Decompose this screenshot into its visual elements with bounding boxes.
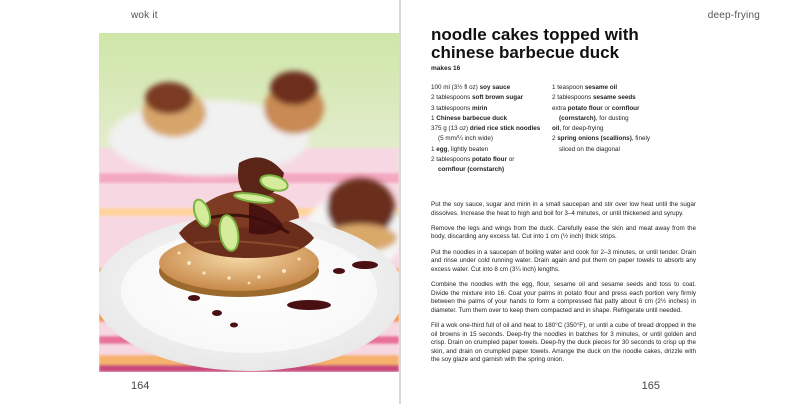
ingredient-line: oil, for deep-frying xyxy=(552,125,604,133)
ingredient-line: 2 tablespoons soft brown sugar xyxy=(431,94,524,102)
ingredient-line: 100 ml (3½ fl oz) soy sauce xyxy=(431,84,511,91)
ingredient-line: cornflour (cornstarch) xyxy=(438,166,505,174)
ingredient-line: 1 teaspoon sesame oil xyxy=(552,84,618,91)
method-paragraph: Put the soy sauce, sugar and mirin in a small saucepan and stir over low heat until the sugar dissolves. Increase the heat to high and boil for 3–4 minutes, or until thickened and syrupy. xyxy=(431,201,696,217)
ingredient-line: sliced on the diagonal xyxy=(559,145,620,153)
ingredient-line: (5 mm/¼ inch wide) xyxy=(438,135,493,143)
recipe-title-line1: noodle cakes topped with xyxy=(431,25,639,44)
method-paragraph: Combine the noodles with the egg, flour, sesame oil and sesame seeds and toss to coat. Divide the mixture into 16. Coat your palms in potato flour and press each portion very firmly between the palms of your hands to form a compressed flat patty about 6 cm (2½ inches) in diameter. Turn them over to keep them compacted and in shape. Refrigerate until needed. xyxy=(431,280,696,314)
recipe-method xyxy=(431,201,696,371)
ingredient-line: 1 egg, lightly beaten xyxy=(431,145,489,153)
ingredient-line: 375 g (13 oz) dried rice stick noodles xyxy=(431,125,541,133)
recipe-title xyxy=(431,26,751,62)
dish-photo-image xyxy=(99,33,399,372)
ingredient-line: (cornstarch), for dusting xyxy=(559,114,629,122)
dish-photo xyxy=(99,33,399,372)
page-number-left: 164 xyxy=(131,380,150,392)
ingredient-line: 1 Chinese barbecue duck xyxy=(431,114,507,122)
method-paragraph: Remove the legs and wings from the duck. Carefully ease the skin and meat away from the body, discarding any excess fat. Cut into 1 cm (½ inch) thick strips. xyxy=(431,224,696,241)
ingredient-line: 3 tablespoons mirin xyxy=(431,104,488,112)
ingredient-line: 2 spring onions (scallions), finely xyxy=(552,135,650,143)
running-head-left: wok it xyxy=(131,10,158,21)
right-page xyxy=(401,0,800,404)
method-paragraph: Fill a wok one-third full of oil and heat to 180°C (350°F), or until a cube of bread dropped in the oil browns in 15 seconds. Deep-fry the noodles in batches for 3 minutes, or until golden and crisp. Drain on crumpled paper towels. Deep-fry the duck pieces for 30 seconds to crisp up the skin, and drain on crumpled paper towels. Arrange the duck on the noodle cakes, drizzle with the soy glaze and garnish with the spring onion. xyxy=(431,321,696,364)
method-paragraph: Put the noodles in a saucepan of boiling water and cook for 2–3 minutes, or until tender. Drain and rinse under cold running water. Drain again and put them on paper towels to absorb any excess water. Cut into 8 cm (3¼ inch) lengths. xyxy=(431,248,696,273)
running-head-right: deep-frying xyxy=(707,10,760,21)
ingredient-line: 2 tablespoons sesame seeds xyxy=(552,94,636,102)
recipe-title-line2: chinese barbecue duck xyxy=(431,43,620,62)
ingredients-right-column xyxy=(552,83,662,155)
left-page xyxy=(0,0,399,404)
ingredient-line: extra potato flour or cornflour xyxy=(552,104,640,112)
recipe-yield: makes 16 xyxy=(431,65,461,72)
ingredient-line: 2 tablespoons potato flour or xyxy=(431,156,515,164)
page-number-right: 165 xyxy=(641,380,660,392)
ingredients-left-column xyxy=(431,83,556,176)
